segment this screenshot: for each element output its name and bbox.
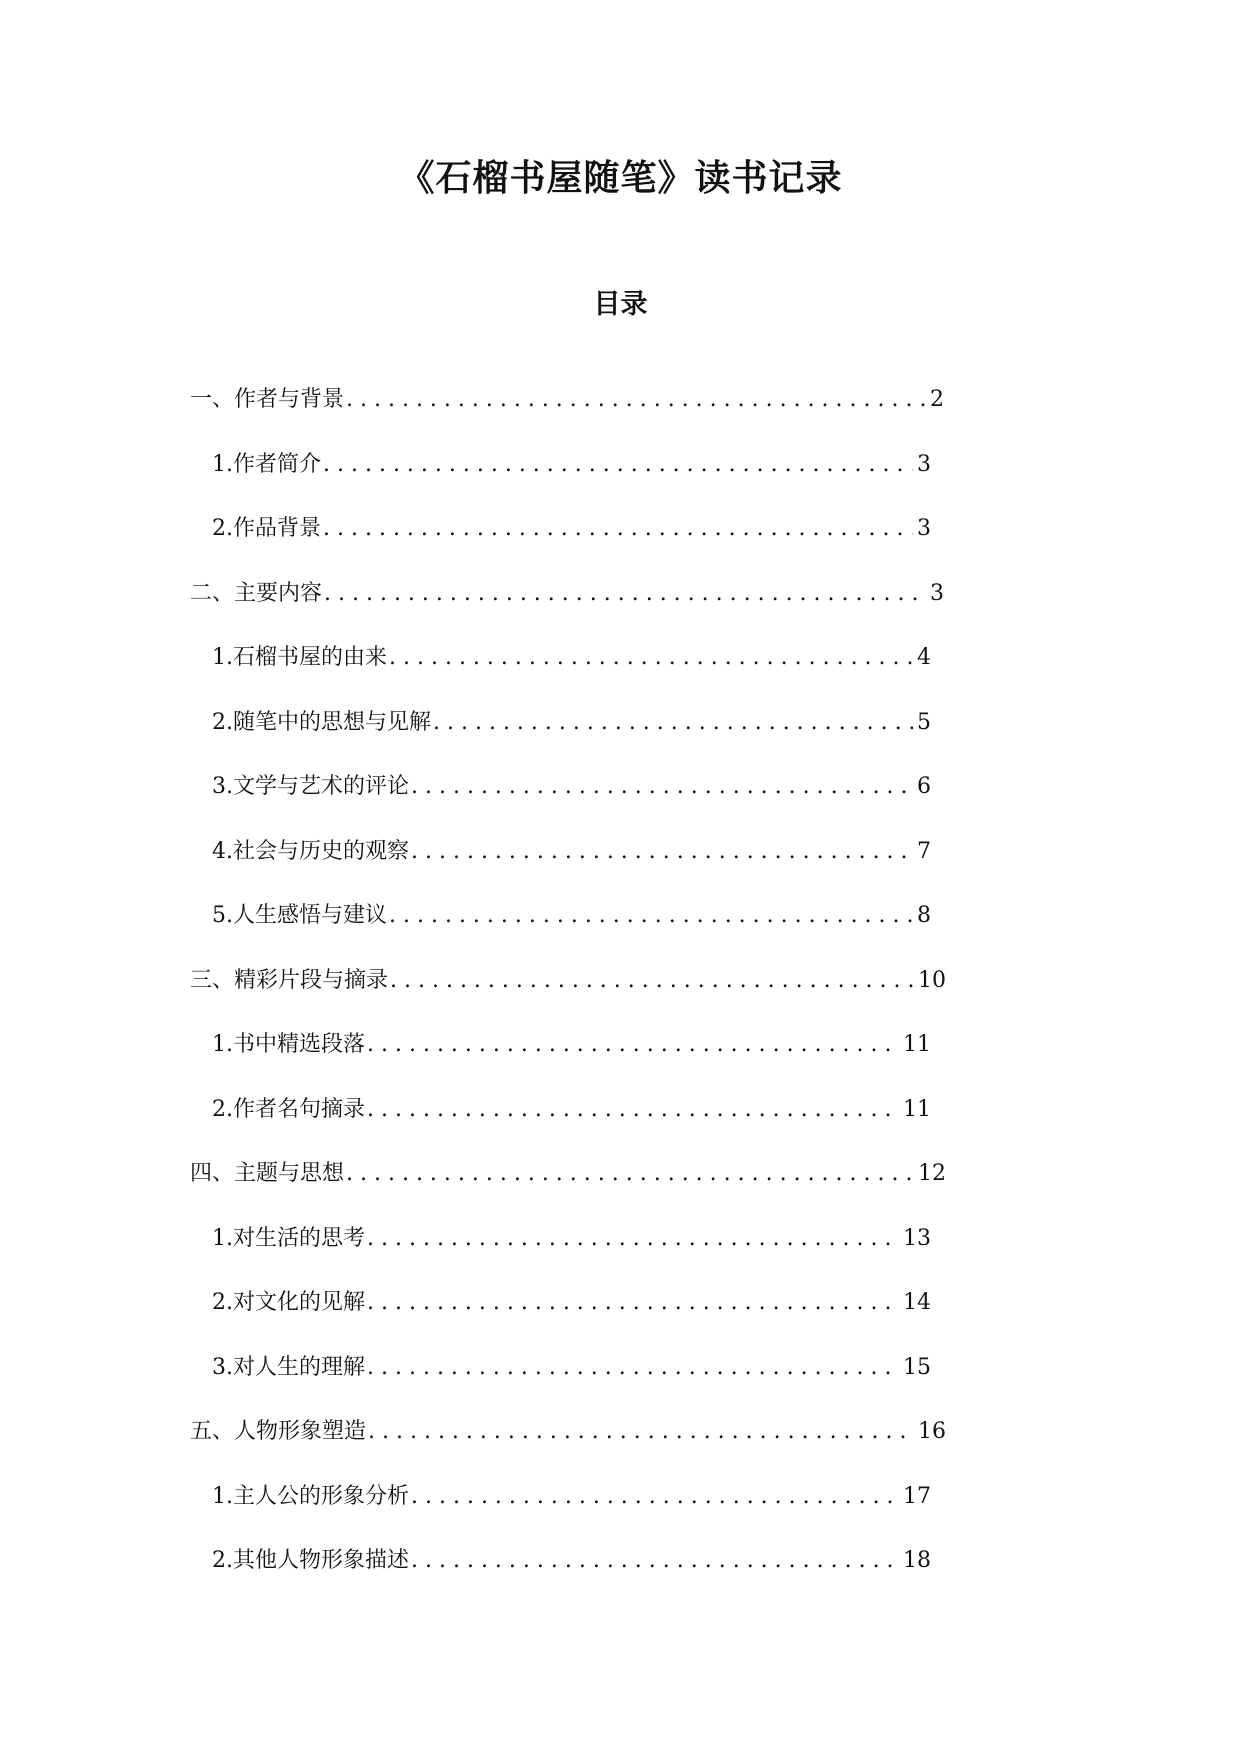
toc-dot-leader: [367, 1095, 899, 1125]
toc-subsection-entry[interactable]: [212, 837, 931, 867]
toc-entry-number: 1.: [212, 1032, 233, 1057]
toc-dot-leader: [367, 1030, 899, 1060]
toc-entry-number: 2.: [212, 709, 233, 735]
toc-dot-leader: [411, 772, 913, 802]
toc-entry-label: 作者简介: [233, 451, 322, 477]
toc-entry-page-number: 3: [917, 451, 931, 477]
document-title: 《石榴书屋随笔》读书记录: [398, 157, 843, 199]
toc-entry-page-number: 18: [903, 1548, 931, 1573]
toc-entry-number: 5.: [212, 903, 233, 928]
toc-entry-label: 四、主题与思想: [190, 1161, 345, 1186]
toc-entry-page-number: 8: [917, 903, 931, 928]
toc-entry-page-number: 12: [918, 1161, 946, 1186]
toc-dot-leader: [324, 579, 926, 609]
toc-dot-leader: [323, 450, 913, 480]
toc-subsection-entry[interactable]: [212, 1353, 931, 1383]
toc-heading: 目录: [593, 289, 648, 320]
toc-entry-number: 3.: [212, 1354, 233, 1380]
toc-entry-page-number: 5: [917, 709, 931, 735]
toc-entry-number: 1.: [212, 451, 233, 477]
toc-entry-label: 三、精彩片段与摘录: [190, 967, 389, 993]
toc-section-entry[interactable]: [190, 1417, 946, 1447]
toc-dot-leader: [411, 1546, 899, 1576]
toc-subsection-entry[interactable]: [212, 643, 931, 673]
toc-entry-page-number: 13: [903, 1225, 931, 1251]
toc-entry-label: 石榴书屋的由来: [233, 645, 388, 670]
toc-entry-page-number: 3: [917, 516, 931, 541]
toc-section-entry[interactable]: [190, 966, 946, 996]
toc-subsection-entry[interactable]: [212, 514, 931, 544]
toc-entry-page-number: 7: [917, 838, 931, 864]
toc-entry-page-number: 4: [917, 645, 931, 670]
toc-subsection-entry[interactable]: [212, 1030, 931, 1060]
toc-entry-label: 人生感悟与建议: [233, 903, 388, 928]
toc-dot-leader: [389, 643, 913, 673]
toc-dot-leader: [389, 901, 913, 931]
toc-entry-label: 社会与历史的观察: [233, 838, 410, 864]
toc-entry-label: 对人生的理解: [233, 1354, 366, 1380]
toc-entry-number: 3.: [212, 774, 233, 799]
toc-entry-label: 作者名句摘录: [233, 1096, 366, 1122]
toc-entry-number: 2.: [212, 1290, 233, 1315]
toc-dot-leader: [411, 837, 913, 867]
toc-entry-number: 2.: [212, 1548, 233, 1573]
toc-entry-page-number: 14: [903, 1290, 931, 1315]
toc-subsection-entry[interactable]: [212, 708, 931, 738]
toc-entry-number: 2.: [212, 516, 233, 541]
toc-dot-leader: [433, 708, 913, 738]
toc-subsection-entry[interactable]: [212, 772, 931, 802]
toc-dot-leader: [367, 1353, 899, 1383]
toc-entry-label: 书中精选段落: [233, 1032, 366, 1057]
toc-dot-leader: [346, 385, 926, 415]
toc-entry-page-number: 3: [930, 580, 944, 606]
toc-entry-label: 五、人物形象塑造: [190, 1419, 367, 1444]
toc-dot-leader: [390, 966, 914, 996]
toc-entry-number: 1.: [212, 645, 233, 670]
toc-dot-leader: [367, 1224, 899, 1254]
toc-entry-number: 1.: [212, 1225, 233, 1251]
toc-dot-leader: [323, 514, 913, 544]
toc-subsection-entry[interactable]: [212, 1224, 931, 1254]
toc-subsection-entry[interactable]: [212, 901, 931, 931]
toc-subsection-entry[interactable]: [212, 1095, 931, 1125]
toc-entry-label: 对文化的见解: [233, 1290, 366, 1315]
toc-entry-page-number: 16: [918, 1419, 946, 1444]
toc-dot-leader: [346, 1159, 914, 1189]
toc-entry-label: 主人公的形象分析: [233, 1483, 410, 1509]
toc-dot-leader: [411, 1482, 899, 1512]
toc-entry-page-number: 10: [918, 967, 946, 993]
toc-section-entry[interactable]: [190, 1159, 946, 1189]
toc-entry-label: 随笔中的思想与见解: [233, 709, 432, 735]
toc-entry-page-number: 17: [903, 1483, 931, 1509]
toc-entry-label: 二、主要内容: [190, 580, 323, 606]
toc-entry-page-number: 11: [903, 1032, 931, 1057]
toc-section-entry[interactable]: [190, 579, 944, 609]
toc-entry-number: 4.: [212, 838, 233, 864]
toc-entry-number: 2.: [212, 1096, 233, 1122]
toc-entry-label: 其他人物形象描述: [233, 1548, 410, 1573]
toc-entry-label: 对生活的思考: [233, 1225, 366, 1251]
toc-dot-leader: [368, 1417, 914, 1447]
toc-subsection-entry[interactable]: [212, 1546, 931, 1576]
toc-subsection-entry[interactable]: [212, 1288, 931, 1318]
toc-subsection-entry[interactable]: [212, 450, 931, 480]
toc-section-entry[interactable]: [190, 385, 944, 415]
toc-entry-page-number: 15: [903, 1354, 931, 1380]
toc-entry-label: 作品背景: [233, 516, 322, 541]
toc-entry-page-number: 11: [903, 1096, 931, 1122]
toc-dot-leader: [367, 1288, 899, 1318]
toc-entry-label: 一、作者与背景: [190, 387, 345, 412]
toc-subsection-entry[interactable]: [212, 1482, 931, 1512]
toc-entry-page-number: 2: [930, 387, 944, 412]
toc-entry-page-number: 6: [917, 774, 931, 799]
toc-entry-label: 文学与艺术的评论: [233, 774, 410, 799]
toc-entry-number: 1.: [212, 1483, 233, 1509]
